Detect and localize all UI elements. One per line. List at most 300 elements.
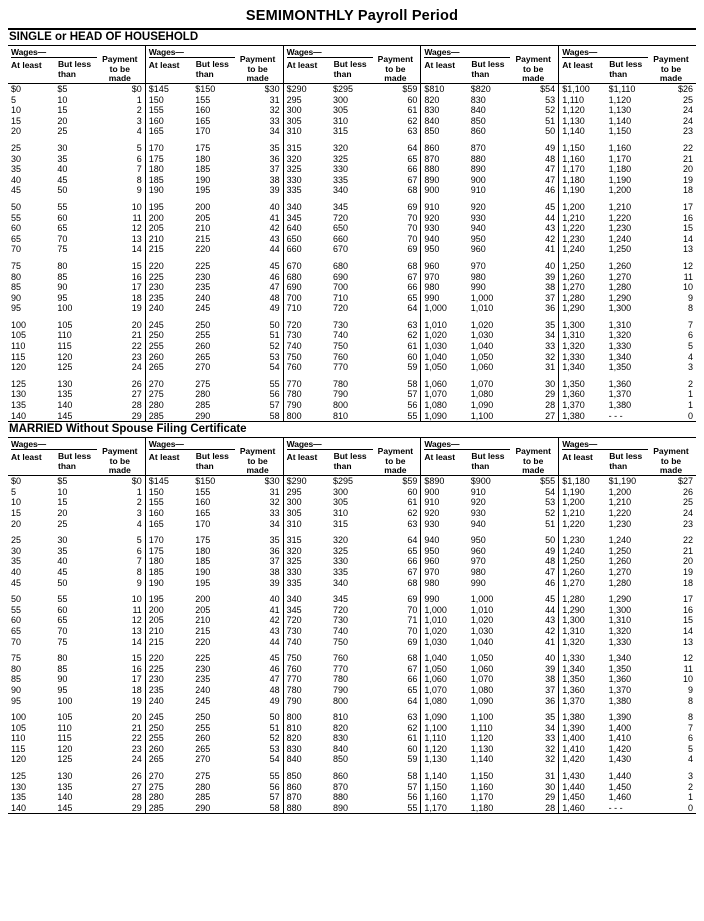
wages-label: Wages— [11,47,46,57]
cell-payment: 48 [545,556,556,567]
table-row [284,615,421,626]
table-row [284,754,421,765]
table-row [8,126,145,137]
payment-label: Payment to be made [102,446,138,476]
cell-but-less-than: 40 [57,164,68,175]
wages-label: Wages— [148,439,184,450]
cell-payment: 47 [545,566,556,577]
cell-but-less-than: 1,080 [470,389,494,400]
cell-at-least: 1,020 [424,330,447,341]
cell-at-least: 35 [11,556,22,567]
cell-but-less-than: 1,310 [608,319,632,330]
cell-at-least: 275 [148,781,164,792]
cell-payment: 64 [407,695,418,706]
cell-payment: 17 [682,594,693,605]
cell-payment: 35 [545,319,556,330]
cell-at-least: 830 [286,743,302,754]
cell-but-less-than: 1,000 [470,292,494,303]
cell-at-least: 340 [286,594,302,605]
cell-but-less-than: $295 [332,84,354,94]
cell-at-least: 140 [11,802,27,813]
cell-payment: 53 [269,743,280,754]
cell-payment: 33 [545,733,556,744]
cell-payment: 60 [407,743,418,754]
at-least-label: At least [286,452,318,463]
column-header [284,438,421,476]
cell-payment: 1 [687,792,693,803]
cell-payment: 6 [687,733,693,744]
cell-at-least: 1,190 [562,185,585,196]
cell-payment: 24 [682,105,693,116]
table-row [421,223,558,234]
cell-at-least: 280 [148,792,164,803]
cell-at-least: 770 [286,378,302,389]
table-row [146,754,283,765]
cell-at-least: 790 [286,400,302,411]
cell-at-least: 1,390 [562,722,585,733]
cell-at-least: 1,080 [424,695,447,706]
table-row [421,626,558,637]
wage-bracket-block-row [8,438,696,813]
cell-payment: 12 [131,615,142,626]
cell-at-least: 260 [148,743,164,754]
cell-payment: 2 [136,497,142,508]
cell-at-least: 1,260 [562,271,585,282]
cell-at-least: 235 [148,292,164,303]
cell-at-least: $145 [148,84,169,94]
cell-but-less-than: 125 [57,754,73,765]
table-row [146,341,283,352]
cell-payment: 56 [269,781,280,792]
cell-at-least: 1,260 [562,566,585,577]
cell-but-less-than: 1,110 [470,722,493,733]
cell-payment: 65 [407,545,418,556]
cell-at-least: 310 [286,518,302,529]
table-row [559,733,696,744]
cell-but-less-than: 55 [57,201,68,212]
cell-at-least: 90 [11,292,22,303]
wages-underline [424,449,510,450]
cell-but-less-than: 870 [332,781,349,792]
cell-payment: 13 [682,244,693,255]
cell-payment: 21 [131,722,142,733]
cell-payment: 65 [407,684,418,695]
cell-at-least: 130 [11,389,27,400]
cell-but-less-than: 115 [57,733,72,744]
table-row [284,605,421,616]
table-row [559,803,696,814]
cell-at-least: 1,460 [562,802,585,813]
cell-but-less-than: 210 [195,223,211,234]
table-row [8,605,145,616]
table-row [8,723,145,734]
cell-at-least: 1,240 [562,545,585,556]
cell-but-less-than: 85 [57,271,68,282]
table-row [421,379,558,390]
table-row [8,754,145,765]
cell-but-less-than: 1,220 [608,508,632,518]
cell-at-least: 840 [286,754,302,765]
cell-but-less-than: 730 [332,615,349,626]
cell-at-least: 1,110 [562,94,585,105]
wage-bracket-block [559,438,696,813]
cell-payment: 44 [269,636,280,647]
cell-payment: 20 [682,556,693,567]
cell-payment: 6 [136,545,142,556]
cell-but-less-than: 990 [470,577,486,588]
cell-at-least: 230 [148,282,164,293]
cell-at-least: 170 [148,535,164,546]
cell-at-least: 250 [148,330,164,341]
cell-but-less-than: 1,070 [470,674,494,685]
cell-payment: 63 [407,518,418,529]
table-row [559,615,696,626]
at-least-label: At least [11,60,42,70]
cell-payment: 12 [131,223,142,234]
cell-at-least: 930 [424,518,440,529]
cell-payment: 63 [407,319,418,330]
cell-at-least: 250 [148,722,164,733]
table-row [284,803,421,814]
cell-but-less-than: 690 [332,271,349,282]
cell-but-less-than: 1,310 [608,615,632,626]
table-row [559,185,696,196]
cell-at-least: 25 [11,535,22,546]
cell-payment: 40 [545,653,556,664]
table-row [146,362,283,373]
cell-at-least: 45 [11,185,22,196]
cell-payment: 13 [131,233,142,244]
payment-label: Payment to be made [239,446,276,476]
table-row [8,626,145,637]
cell-payment: 64 [407,303,418,314]
table-row [421,744,558,755]
cell-payment: 60 [407,486,418,497]
cell-but-less-than: 840 [470,105,486,116]
table-row [284,352,421,363]
cell-at-least: 1,050 [424,362,447,373]
cell-payment: 19 [682,174,693,185]
cell-but-less-than: $295 [332,476,354,487]
cell-but-less-than: 190 [195,566,211,577]
cell-payment: 23 [682,518,693,529]
but-less-than-label: But less than [471,451,505,471]
cell-but-less-than: 1,210 [608,497,632,508]
cell-but-less-than: 1,160 [608,142,632,153]
at-least-label: At least [562,60,593,70]
page-title: SEMIMONTHLY Payroll Period [245,8,459,24]
cell-but-less-than: 25 [57,518,68,529]
cell-at-least: 335 [286,185,302,196]
cell-but-less-than: 1,350 [608,663,632,674]
cell-at-least: 55 [11,604,22,615]
cell-at-least: 1,160 [424,792,447,803]
table-row [421,234,558,245]
cell-but-less-than: 255 [195,330,211,341]
wages-label: Wages— [562,47,598,57]
column-header [146,438,283,476]
cell-payment: 19 [131,695,142,706]
table-row [559,696,696,707]
wages-label: Wages— [11,439,46,450]
cell-at-least: 1,230 [562,535,585,546]
cell-but-less-than: 1,320 [608,625,632,636]
payment-label: Payment to be made [102,54,138,83]
cell-at-least: 1,270 [562,282,585,293]
cell-payment: 8 [136,566,142,577]
table-row [284,497,421,508]
table-row [284,723,421,734]
cell-payment: 62 [407,115,418,126]
cell-payment: 4 [687,351,693,362]
wage-bracket-table [146,476,283,813]
wage-bracket-table [421,84,558,421]
table-row [559,175,696,186]
cell-at-least: 820 [286,733,302,744]
cell-at-least: 900 [424,185,440,196]
table-row [421,519,558,530]
table-row [8,261,145,272]
cell-at-least: 210 [148,233,164,244]
table-row [284,674,421,685]
cell-at-least: 50 [11,201,22,212]
cell-payment: 56 [407,792,418,803]
cell-at-least: 155 [148,497,164,508]
cell-payment: 65 [407,292,418,303]
cell-but-less-than: $820 [470,84,491,94]
cell-payment: 64 [407,535,418,546]
cell-but-less-than: 185 [195,164,211,175]
at-least-label: At least [11,452,42,463]
cell-but-less-than: 1,100 [470,410,494,421]
cell-payment: 16 [682,212,693,223]
table-row [8,637,145,648]
cell-but-less-than: 250 [195,712,211,723]
cell-at-least: 740 [286,636,302,647]
cell-payment: 6 [687,330,693,341]
cell-payment: 1 [136,486,142,497]
table-row [8,567,145,578]
wages-label: Wages— [148,47,184,57]
cell-payment: 55 [269,771,280,782]
cell-but-less-than: 105 [57,319,73,330]
cell-at-least: 1,320 [562,636,585,647]
table-row [8,154,145,165]
cell-at-least: 165 [148,126,164,137]
cell-but-less-than: 890 [332,802,349,813]
cell-payment: 52 [269,733,280,744]
cell-but-less-than: 780 [332,674,349,685]
cell-but-less-than: 1,340 [608,653,632,664]
table-row [146,803,283,814]
cell-payment: 39 [269,577,280,588]
cell-payment: 40 [269,201,280,212]
table-row [559,293,696,304]
cell-at-least: 205 [148,223,164,234]
cell-at-least: 215 [148,636,164,647]
cell-payment: 15 [131,260,142,271]
cell-but-less-than: 15 [57,497,68,508]
cell-payment: 20 [131,712,142,723]
table-row [559,244,696,255]
cell-at-least: 270 [148,771,164,782]
table-row [284,782,421,793]
cell-at-least: 1,080 [424,400,447,411]
cell-payment: 69 [407,244,418,255]
cell-but-less-than: 1,060 [470,663,494,674]
cell-but-less-than: 80 [57,260,68,271]
table-row [284,341,421,352]
cell-but-less-than: 155 [195,94,211,105]
cell-at-least: 1,000 [424,604,447,615]
cell-payment: 19 [131,303,142,314]
table-row [8,213,145,224]
table-row [8,303,145,314]
cell-at-least: 1,030 [424,341,447,352]
cell-payment: 4 [687,754,693,765]
cell-at-least: 80 [11,663,22,674]
cell-but-less-than: 40 [57,556,68,567]
cell-but-less-than: 240 [195,292,211,303]
cell-at-least: 215 [148,244,164,255]
cell-payment: 56 [407,400,418,411]
table-row [421,244,558,255]
cell-payment: 28 [131,400,142,411]
cell-at-least: 1,290 [562,303,585,314]
cell-but-less-than: 1,250 [608,244,632,255]
cell-at-least: 860 [424,142,440,153]
cell-but-less-than: 325 [332,153,349,164]
table-row [284,202,421,213]
cell-at-least: 970 [424,566,440,577]
cell-but-less-than: 1,150 [608,126,632,137]
cell-but-less-than: 1,180 [608,164,632,175]
cell-payment: 69 [407,201,418,212]
cell-but-less-than: 1,210 [608,201,632,212]
table-row [284,84,421,95]
cell-but-less-than: 135 [57,781,73,792]
cell-payment: 8 [687,695,693,706]
table-row [421,664,558,675]
cell-at-least: 95 [11,303,22,314]
cell-but-less-than: 1,040 [470,341,494,352]
cell-payment: $0 [131,84,142,94]
payment-label: Payment to be made [653,54,689,83]
table-row [146,84,283,95]
cell-but-less-than: 680 [332,260,349,271]
cell-at-least: 240 [148,695,164,706]
cell-but-less-than: 230 [195,663,211,674]
cell-at-least: 840 [424,115,440,126]
cell-at-least: 950 [424,545,440,556]
cell-but-less-than: 90 [57,282,68,293]
table-row [8,771,145,782]
cell-payment: 62 [407,330,418,341]
cell-at-least: 180 [148,556,164,567]
table-row [146,330,283,341]
cell-but-less-than: 1,030 [470,625,494,636]
cell-but-less-than: $150 [195,84,216,94]
table-row [8,556,145,567]
cell-payment: 6 [136,153,142,164]
cell-at-least: 125 [11,378,27,389]
table-row [8,185,145,196]
cell-payment: 32 [269,497,280,508]
cell-payment: 37 [545,684,556,695]
cell-payment: 66 [407,556,418,567]
table-row [8,320,145,331]
cell-but-less-than: 75 [57,244,68,255]
cell-payment: 51 [269,722,280,733]
cell-but-less-than: 1,070 [470,378,494,389]
cell-at-least: 195 [148,201,164,212]
cell-but-less-than: 165 [195,508,211,518]
cell-but-less-than: 1,040 [470,636,494,647]
cell-at-least: 930 [424,223,440,234]
table-row [559,223,696,234]
cell-payment: 2 [687,378,693,389]
table-row [559,744,696,755]
cell-at-least: 220 [148,260,164,271]
table-row [559,508,696,519]
cell-at-least: 710 [286,303,302,314]
cell-but-less-than: 20 [57,508,68,518]
table-row [559,487,696,498]
cell-but-less-than: 860 [332,771,349,782]
cell-at-least: 800 [286,712,302,723]
cell-at-least: 30 [11,545,22,556]
cell-at-least: 920 [424,508,440,518]
cell-payment: 58 [407,378,418,389]
cell-payment: 67 [407,174,418,185]
table-row [421,213,558,224]
cell-at-least: 1,430 [562,771,585,782]
cell-at-least: 1,380 [562,410,585,421]
cell-payment: 7 [687,722,693,733]
cell-but-less-than: 340 [332,185,349,196]
table-row [421,723,558,734]
cell-at-least: 1,210 [562,212,585,223]
table-row [8,519,145,530]
cell-payment: 24 [131,362,142,373]
table-row [421,352,558,363]
cell-payment: 24 [682,115,693,126]
cell-but-less-than: 330 [332,556,349,567]
cell-payment: 38 [269,174,280,185]
cell-at-least: 225 [148,663,164,674]
table-row [146,116,283,127]
cell-payment: 26 [682,486,693,497]
cell-at-least: 15 [11,115,22,126]
cell-but-less-than: 75 [57,636,68,647]
cell-payment: 22 [682,142,693,153]
cell-but-less-than: 720 [332,604,349,615]
cell-payment: 41 [269,212,280,223]
cell-at-least: 920 [424,212,440,223]
cell-but-less-than: 85 [57,663,68,674]
cell-payment: 47 [269,674,280,685]
cell-but-less-than: 760 [332,653,349,664]
cell-at-least: $0 [11,84,22,94]
cell-payment: 45 [545,201,556,212]
cell-payment: 43 [269,233,280,244]
table-row [421,185,558,196]
cell-at-least: 65 [11,625,22,636]
cell-but-less-than: 220 [195,636,211,647]
table-row [146,202,283,213]
cell-payment: 49 [269,695,280,706]
cell-payment: 17 [131,674,142,685]
